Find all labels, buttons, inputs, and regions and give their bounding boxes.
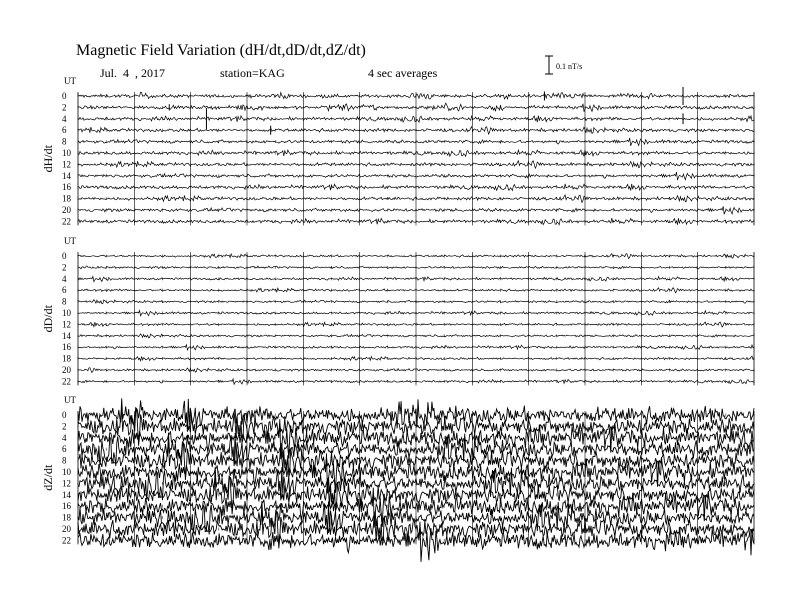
hour-tick-label: 18 xyxy=(62,512,71,523)
panel-dh-dt xyxy=(41,76,754,226)
hour-tick-label: 16 xyxy=(62,501,71,512)
hour-tick-label: 0 xyxy=(62,410,67,420)
hour-tick-label: 18 xyxy=(62,353,71,364)
panel-label: dD/dt xyxy=(41,305,55,333)
hour-tick-label: 10 xyxy=(62,467,71,477)
ut-label: UT xyxy=(64,236,76,246)
hour-tick-label: 6 xyxy=(62,125,67,136)
averaging-label: 4 sec averages xyxy=(368,66,438,80)
chart-title: Magnetic Field Variation (dH/dt,dD/dt,dZ/dt) xyxy=(76,42,366,59)
hour-tick-label: 18 xyxy=(62,193,71,204)
hour-tick-label: 12 xyxy=(62,319,71,330)
scale-bar xyxy=(545,56,582,74)
hour-tick-label: 16 xyxy=(62,342,71,353)
hour-tick-label: 14 xyxy=(62,489,71,500)
hour-tick-label: 4 xyxy=(62,432,67,443)
panel-dz-dt xyxy=(41,395,754,562)
hour-tick-label: 20 xyxy=(62,205,71,215)
hour-tick-label: 2 xyxy=(62,421,67,432)
hour-tick-label: 22 xyxy=(62,535,71,546)
hour-tick-label: 14 xyxy=(62,170,71,181)
hour-tick-label: 6 xyxy=(62,285,67,296)
station-label: station=KAG xyxy=(220,66,285,80)
hour-tick-label: 4 xyxy=(62,113,67,124)
hour-tick-label: 2 xyxy=(62,262,67,273)
hour-tick-label: 22 xyxy=(62,216,71,227)
hour-tick-label: 4 xyxy=(62,273,67,284)
panel-dd-dt xyxy=(41,236,754,386)
scale-label: 0.1 nT/s xyxy=(556,62,583,71)
panels xyxy=(41,76,754,562)
hour-tick-label: 0 xyxy=(62,251,67,261)
hour-tick-label: 8 xyxy=(62,455,67,466)
hour-tick-label: 20 xyxy=(62,365,71,375)
hour-tick-label: 8 xyxy=(62,296,67,307)
hour-tick-label: 14 xyxy=(62,330,71,341)
ut-label: UT xyxy=(64,76,76,86)
date-label: Jul. 4 , 2017 xyxy=(100,66,166,80)
hour-tick-label: 0 xyxy=(62,91,67,101)
hour-tick-label: 20 xyxy=(62,524,71,534)
ut-label: UT xyxy=(64,395,76,405)
hour-tick-label: 12 xyxy=(62,478,71,489)
hour-tick-label: 10 xyxy=(62,308,71,318)
hour-tick-label: 2 xyxy=(62,102,67,113)
hour-tick-label: 6 xyxy=(62,444,67,455)
panel-label: dH/dt xyxy=(41,145,55,173)
panel-label: dZ/dt xyxy=(41,464,55,491)
hour-tick-label: 12 xyxy=(62,159,71,170)
hour-tick-label: 22 xyxy=(62,376,71,387)
hour-tick-label: 8 xyxy=(62,136,67,147)
hour-tick-label: 16 xyxy=(62,182,71,193)
hour-tick-label: 10 xyxy=(62,148,71,158)
